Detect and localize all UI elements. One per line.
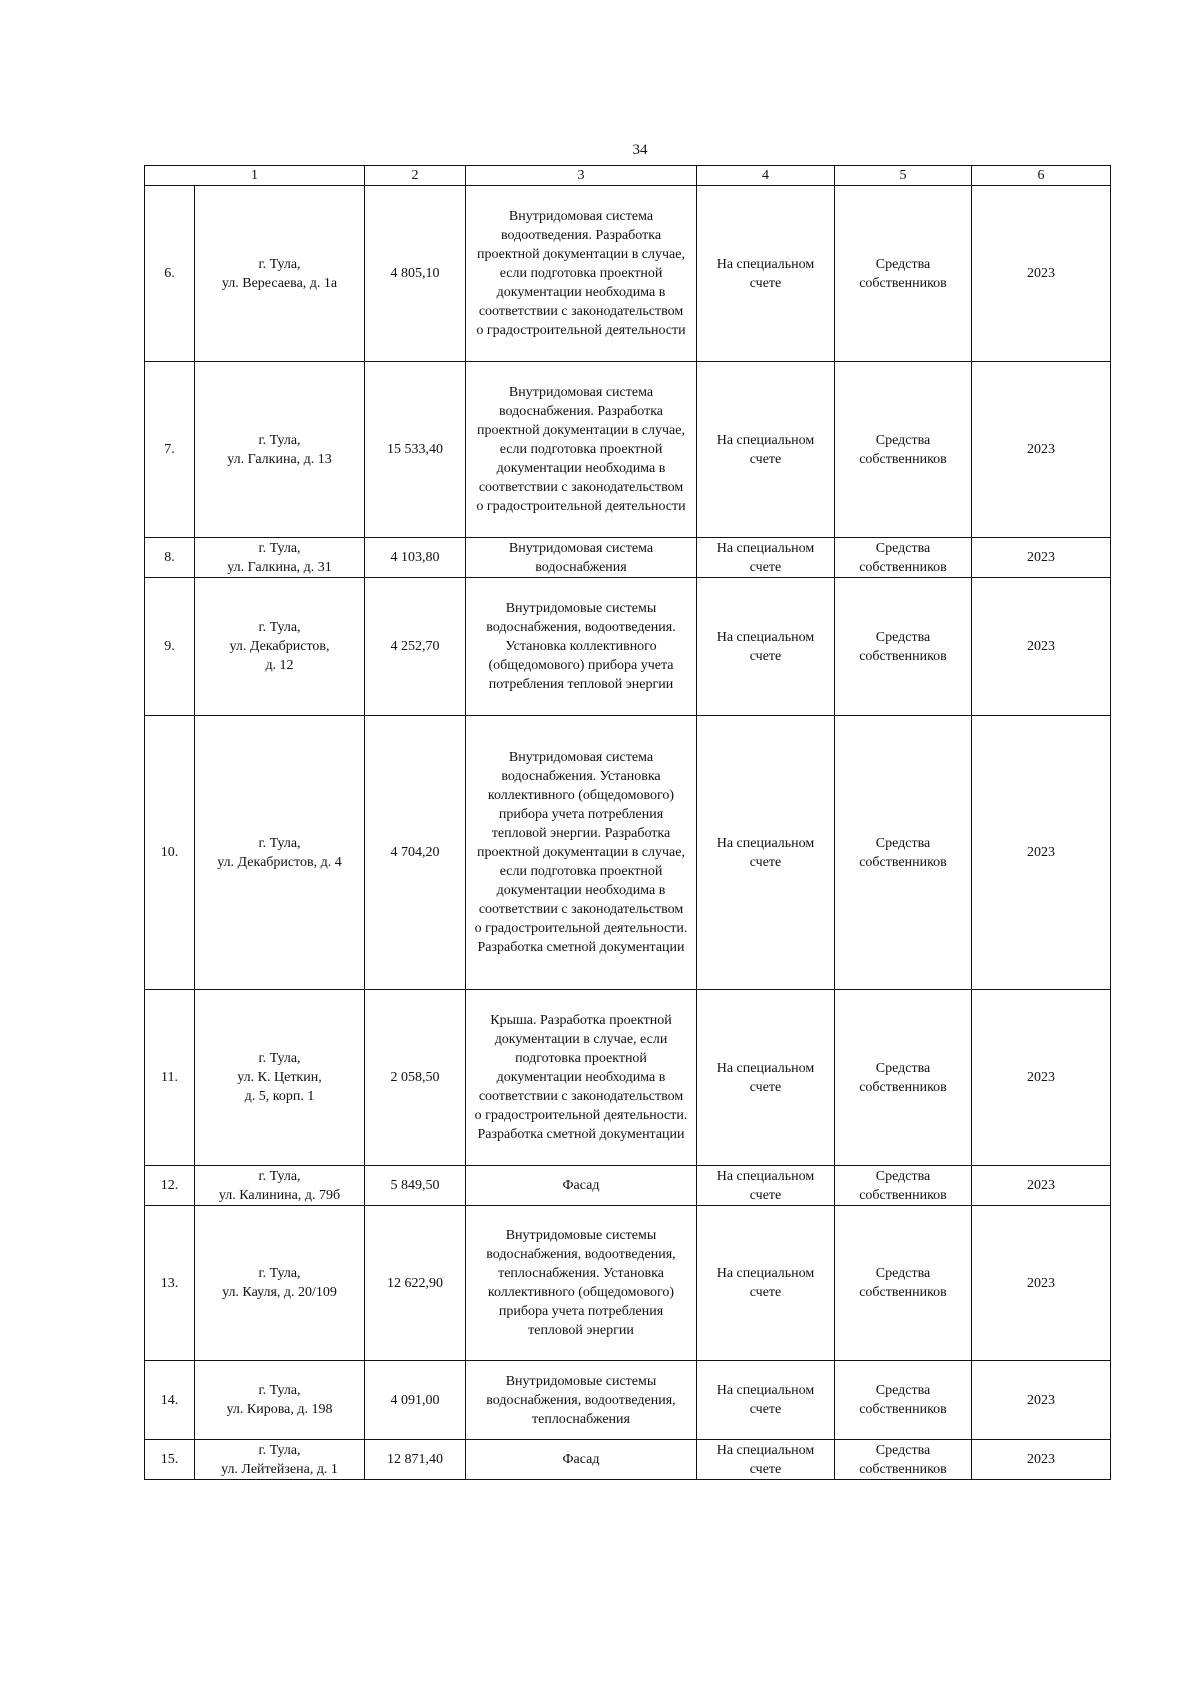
address-cell (195, 1361, 365, 1440)
funding-source-cell (835, 1166, 972, 1206)
text-line: ул. Декабристов, д. 4 (217, 854, 342, 870)
text-line: На специальном (716, 1168, 815, 1184)
text-line: Средства (875, 1266, 931, 1281)
column-header: 1 (145, 166, 365, 186)
amount-cell: 15 533,40 (365, 362, 466, 538)
address-cell (195, 362, 365, 538)
text-line: прибора учета потребления (498, 807, 664, 822)
text-line: Внутридомовые системы (505, 1373, 657, 1389)
text-line: г. Тула, (258, 432, 301, 448)
funding-source-cell (835, 990, 972, 1166)
text-line: о градостроительной деятельности. (474, 921, 688, 936)
description-cell (466, 186, 697, 362)
text-line: Средства (875, 432, 931, 448)
text-line: Средства (875, 1060, 931, 1076)
works-table (144, 165, 1111, 1480)
description-cell (466, 1361, 697, 1440)
text-line: (общедомового) прибора учета (488, 658, 674, 673)
text-line: проектной документации в случае, (477, 423, 685, 438)
description-cell (466, 716, 697, 990)
text-line: документации необходима в (496, 285, 666, 300)
text-line: Внутридомовая система (508, 385, 654, 400)
text-line: г. Тула, (258, 1442, 301, 1458)
account-cell (697, 716, 835, 990)
text-line: документации необходима в (496, 461, 666, 476)
year-cell: 2023 (972, 990, 1111, 1166)
text-line: водоснабжения. Установка (501, 769, 661, 784)
account-cell (697, 538, 835, 578)
table-body (145, 166, 1111, 1480)
text-line: Внутридомовая система (508, 540, 654, 556)
text-line: тепловой энергии (528, 1323, 634, 1338)
amount-cell: 12 622,90 (365, 1206, 466, 1361)
text-line: На специальном (716, 1266, 815, 1281)
text-line: соответствии с законодательством (478, 902, 684, 917)
amount-cell: 2 058,50 (365, 990, 466, 1166)
table-row (145, 1206, 1111, 1361)
text-line: ул. Кауля, д. 20/109 (222, 1285, 337, 1300)
text-line: документации необходима в (496, 883, 666, 898)
account-cell (697, 186, 835, 362)
amount-cell: 12 871,40 (365, 1440, 466, 1480)
text-line: Внутридомовая система (508, 209, 654, 224)
text-line: счете (749, 559, 782, 575)
text-line: потребления тепловой энергии (488, 677, 674, 692)
text-line: счете (749, 1461, 782, 1477)
text-line: счете (749, 275, 782, 291)
row-number-cell: 11. (145, 990, 195, 1166)
text-line: собственников (859, 1402, 947, 1417)
funding-source-cell (835, 1440, 972, 1480)
text-line: водоснабжения, водоотведения. (486, 620, 676, 635)
address-cell (195, 990, 365, 1166)
text-line: проектной документации в случае, (477, 247, 685, 262)
table-row (145, 1361, 1111, 1440)
text-line: г. Тула, (258, 1051, 301, 1066)
account-cell (697, 362, 835, 538)
text-line: документации в случае, если (494, 1032, 668, 1047)
address-cell (195, 1440, 365, 1480)
text-line: счете (749, 648, 782, 664)
text-line: г. Тула, (258, 835, 301, 851)
year-cell: 2023 (972, 1440, 1111, 1480)
account-cell (697, 990, 835, 1166)
text-line: ул. Кирова, д. 198 (226, 1402, 333, 1417)
row-number-cell: 10. (145, 716, 195, 990)
year-cell: 2023 (972, 362, 1111, 538)
text-line: собственников (859, 1187, 947, 1203)
account-cell (697, 1440, 835, 1480)
text-line: коллективного (общедомового) (487, 788, 675, 803)
text-line: д. 12 (265, 658, 294, 673)
row-number-cell: 8. (145, 538, 195, 578)
text-line: ул. Калинина, д. 79б (218, 1187, 341, 1203)
text-line: На специальном (716, 1383, 815, 1398)
description-cell (466, 990, 697, 1166)
text-line: На специальном (716, 835, 815, 851)
amount-cell: 4 805,10 (365, 186, 466, 362)
description-cell (466, 578, 697, 716)
text-line: Средства (875, 540, 931, 556)
text-line: ул. К. Цеткин, (237, 1070, 322, 1085)
text-line: г. Тула, (258, 540, 301, 556)
text-line: Разработка сметной документации (477, 1127, 685, 1142)
year-cell: 2023 (972, 716, 1111, 990)
column-header: 4 (697, 166, 835, 186)
row-number-cell: 15. (145, 1440, 195, 1480)
text-line: о градостроительной деятельности. (474, 1108, 688, 1123)
text-line: Средства (875, 1442, 931, 1458)
text-line: Фасад (562, 1178, 600, 1193)
text-line: г. Тула, (258, 1383, 301, 1398)
text-line: Средства (875, 1383, 931, 1398)
text-line: счете (749, 1285, 782, 1300)
text-line: собственников (859, 1079, 947, 1095)
address-cell (195, 538, 365, 578)
header-row (145, 166, 1111, 186)
year-cell: 2023 (972, 538, 1111, 578)
column-header: 3 (466, 166, 697, 186)
text-line: подготовка проектной (515, 1051, 647, 1066)
year-cell: 2023 (972, 1166, 1111, 1206)
text-line: счете (749, 451, 782, 467)
address-cell (195, 578, 365, 716)
text-line: документации необходима в (496, 1070, 666, 1085)
text-line: Средства (875, 835, 931, 851)
text-line: На специальном (716, 540, 815, 556)
row-number-cell: 14. (145, 1361, 195, 1440)
text-line: Фасад (562, 1452, 600, 1467)
text-line: водоотведения. Разработка (500, 228, 662, 243)
account-cell (697, 1206, 835, 1361)
text-line: соответствии с законодательством (478, 1089, 684, 1104)
funding-source-cell (835, 362, 972, 538)
text-line: если подготовка проектной (499, 864, 663, 879)
funding-source-cell (835, 538, 972, 578)
text-line: счете (749, 1079, 782, 1095)
funding-source-cell (835, 578, 972, 716)
amount-cell: 4 252,70 (365, 578, 466, 716)
text-line: ул. Лейтейзена, д. 1 (221, 1461, 338, 1477)
table-row (145, 990, 1111, 1166)
column-header: 5 (835, 166, 972, 186)
text-line: ул. Галкина, д. 13 (227, 451, 332, 467)
row-number-cell: 9. (145, 578, 195, 716)
text-line: счете (749, 854, 782, 870)
row-number-cell: 6. (145, 186, 195, 362)
text-line: д. 5, корп. 1 (244, 1089, 315, 1104)
text-line: Средства (875, 629, 931, 645)
table-row (145, 186, 1111, 362)
table-row (145, 1166, 1111, 1206)
text-line: собственников (859, 451, 947, 467)
text-line: если подготовка проектной (499, 266, 663, 281)
text-line: Средства (875, 1168, 931, 1184)
text-line: собственников (859, 559, 947, 575)
text-line: собственников (859, 854, 947, 870)
text-line: г. Тула, (258, 256, 301, 272)
text-line: ул. Вересаева, д. 1а (221, 275, 338, 291)
text-line: коллективного (общедомового) (487, 1285, 675, 1300)
account-cell (697, 578, 835, 716)
text-line: водоснабжения (535, 559, 627, 575)
column-header: 2 (365, 166, 466, 186)
text-line: водоснабжения, водоотведения, (486, 1392, 676, 1408)
funding-source-cell (835, 716, 972, 990)
text-line: Установка коллективного (505, 639, 657, 654)
text-line: ул. Декабристов, (229, 639, 330, 654)
description-cell (466, 538, 697, 578)
address-cell (195, 186, 365, 362)
year-cell: 2023 (972, 578, 1111, 716)
year-cell: 2023 (972, 186, 1111, 362)
text-line: соответствии с законодательством (478, 480, 684, 495)
text-line: собственников (859, 1285, 947, 1300)
text-line: Внутридомовые системы (505, 1228, 657, 1243)
text-line: тепловой энергии. Разработка (491, 826, 671, 841)
text-line: Средства (875, 256, 931, 272)
description-cell (466, 1206, 697, 1361)
text-line: г. Тула, (258, 1266, 301, 1281)
amount-cell: 4 704,20 (365, 716, 466, 990)
description-cell (466, 362, 697, 538)
account-cell (697, 1166, 835, 1206)
row-number-cell: 12. (145, 1166, 195, 1206)
year-cell: 2023 (972, 1206, 1111, 1361)
text-line: счете (749, 1187, 782, 1203)
text-line: На специальном (716, 432, 815, 448)
amount-cell: 5 849,50 (365, 1166, 466, 1206)
row-number-cell: 7. (145, 362, 195, 538)
text-line: ул. Галкина, д. 31 (227, 559, 332, 575)
table-row (145, 1440, 1111, 1480)
text-line: собственников (859, 1461, 947, 1477)
address-cell (195, 1166, 365, 1206)
text-line: счете (749, 1402, 782, 1417)
row-number-cell: 13. (145, 1206, 195, 1361)
text-line: На специальном (716, 1060, 815, 1076)
text-line: Крыша. Разработка проектной (490, 1013, 672, 1028)
description-cell (466, 1166, 697, 1206)
account-cell (697, 1361, 835, 1440)
text-line: проектной документации в случае, (477, 845, 685, 860)
text-line: о градостроительной деятельности (476, 499, 686, 514)
text-line: Внутридомовая система (508, 750, 654, 765)
year-cell: 2023 (972, 1361, 1111, 1440)
table-row (145, 716, 1111, 990)
text-line: собственников (859, 648, 947, 664)
text-line: соответствии с законодательством (478, 304, 684, 319)
text-line: На специальном (716, 1442, 815, 1458)
text-line: г. Тула, (258, 620, 301, 635)
text-line: прибора учета потребления (498, 1304, 664, 1319)
amount-cell: 4 103,80 (365, 538, 466, 578)
text-line: если подготовка проектной (499, 442, 663, 457)
text-line: На специальном (716, 256, 815, 272)
text-line: Разработка сметной документации (477, 940, 685, 955)
amount-cell: 4 091,00 (365, 1361, 466, 1440)
address-cell (195, 716, 365, 990)
text-line: собственников (859, 275, 947, 291)
text-line: теплоснабжения. Установка (498, 1266, 664, 1281)
text-line: водоснабжения. Разработка (498, 404, 663, 419)
funding-source-cell (835, 1206, 972, 1361)
page-number: 34 (632, 142, 648, 158)
text-line: Внутридомовые системы (505, 601, 657, 616)
description-cell (466, 1440, 697, 1480)
text-line: г. Тула, (258, 1168, 301, 1184)
address-cell (195, 1206, 365, 1361)
text-line: На специальном (716, 629, 815, 645)
text-line: теплоснабжения (532, 1411, 630, 1427)
funding-source-cell (835, 1361, 972, 1440)
table-row (145, 362, 1111, 538)
text-line: водоснабжения, водоотведения, (486, 1247, 676, 1262)
column-header: 6 (972, 166, 1111, 186)
funding-source-cell (835, 186, 972, 362)
table-row (145, 538, 1111, 578)
text-line: о градостроительной деятельности (476, 323, 686, 338)
table-row (145, 578, 1111, 716)
